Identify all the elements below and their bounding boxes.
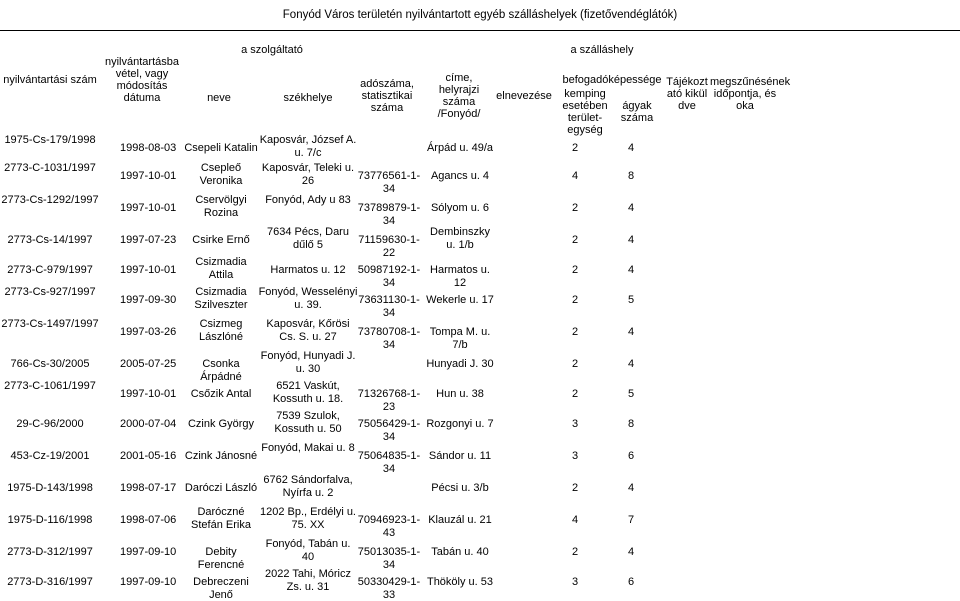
cell-rooms: 2 bbox=[571, 234, 579, 246]
cell-seat: Fonyód, Ady u 83 bbox=[265, 194, 351, 206]
table-row bbox=[0, 194, 960, 227]
cell-reg: 766-Cs-30/2005 bbox=[10, 358, 90, 370]
cell-name: Daróczi László bbox=[184, 482, 258, 494]
cell-date: 1997-03-26 bbox=[120, 326, 177, 338]
cell-addr: Dembinszky u. 1/b bbox=[430, 226, 490, 251]
cell-tax: 71326768-1-23 bbox=[357, 388, 421, 413]
cell-tax: 71159630-1-22 bbox=[358, 234, 420, 259]
cell-reg: 2773-Cs-927/1997 bbox=[4, 286, 96, 298]
cell-name: Csőzik Antal bbox=[190, 388, 252, 400]
cell-reg: 2773-Cs-14/1997 bbox=[7, 234, 93, 246]
cell-beds: 7 bbox=[627, 514, 635, 526]
cell-reg: 2773-C-979/1997 bbox=[7, 264, 93, 276]
header-tax-id: adószáma, statisztikai száma bbox=[360, 78, 414, 114]
cell-tax: 75064835-1-34 bbox=[357, 450, 421, 475]
header-accommodation-group: a szálláshely bbox=[570, 44, 634, 56]
cell-beds: 4 bbox=[627, 202, 635, 214]
header-address: címe, helyrajzi száma /Fonyód/ bbox=[437, 72, 481, 120]
table-row bbox=[0, 256, 960, 289]
cell-rooms: 2 bbox=[571, 264, 579, 276]
cell-seat: 7539 Szulok, Kossuth u. 50 bbox=[274, 410, 342, 435]
cell-beds: 8 bbox=[627, 418, 635, 430]
cell-date: 1997-07-23 bbox=[120, 234, 177, 246]
cell-beds: 4 bbox=[627, 546, 635, 558]
cell-date: 1997-10-01 bbox=[120, 388, 177, 400]
cell-name: Cservölgyi Rozina bbox=[195, 194, 247, 219]
cell-rooms: 2 bbox=[571, 482, 579, 494]
title-divider bbox=[0, 30, 960, 31]
cell-reg: 1975-D-143/1998 bbox=[7, 482, 93, 494]
cell-rooms: 4 bbox=[571, 514, 579, 526]
cell-date: 1997-09-10 bbox=[120, 546, 177, 558]
cell-tax: 50987192-1-34 bbox=[357, 264, 421, 289]
cell-tax: 73789879-1-34 bbox=[357, 202, 421, 227]
cell-beds: 4 bbox=[627, 234, 635, 246]
cell-beds: 6 bbox=[627, 576, 635, 588]
cell-addr: Árpád u. 49/a bbox=[426, 142, 494, 154]
cell-beds: 8 bbox=[627, 170, 635, 182]
header-beds: ágyak száma bbox=[620, 100, 654, 124]
cell-seat: Fonyód, Makai u. 8 bbox=[261, 442, 355, 454]
table-row bbox=[0, 568, 960, 601]
cell-rooms: 3 bbox=[571, 450, 579, 462]
cell-tax: 50330429-1-33 bbox=[357, 576, 421, 601]
cell-addr: Tabán u. 40 bbox=[431, 546, 489, 558]
cell-reg: 1975-Cs-179/1998 bbox=[4, 134, 96, 146]
table-row bbox=[0, 474, 960, 504]
cell-rooms: 2 bbox=[571, 294, 579, 306]
cell-beds: 4 bbox=[627, 142, 635, 154]
cell-seat: 1202 Bp., Erdélyi u. 75. XX bbox=[259, 506, 356, 531]
cell-reg: 2773-D-312/1997 bbox=[7, 546, 93, 558]
cell-seat: 6762 Sándorfalva, Nyírfa u. 2 bbox=[263, 474, 353, 499]
cell-seat: Fonyód, Hunyadi J. u. 30 bbox=[260, 350, 356, 375]
cell-date: 1998-07-06 bbox=[120, 514, 177, 526]
cell-rooms: 2 bbox=[571, 546, 579, 558]
cell-seat: Kaposvár, Kőrösi Cs. S. u. 27 bbox=[266, 318, 350, 343]
cell-seat: 2022 Tahi, Móricz Zs. u. 31 bbox=[264, 568, 351, 593]
header-provider-name: neve bbox=[207, 92, 231, 104]
header-capacity: befogadóképessége bbox=[562, 74, 662, 86]
cell-reg: 1975-D-116/1998 bbox=[7, 514, 93, 526]
cell-name: Csizmadia Szilveszter bbox=[194, 286, 248, 311]
cell-tax: 73631130-1-34 bbox=[358, 294, 420, 319]
cell-addr: Tompa M. u. 7/b bbox=[429, 326, 491, 351]
cell-beds: 4 bbox=[627, 264, 635, 276]
cell-name: Csizmeg Lászlóné bbox=[198, 318, 244, 343]
cell-addr: Agancs u. 4 bbox=[430, 170, 490, 182]
cell-seat: Kaposvár, Teleki u. 26 bbox=[261, 162, 355, 187]
cell-addr: Sólyom u. 6 bbox=[430, 202, 490, 214]
header-reg-no: nyilvántartási szám bbox=[3, 74, 97, 86]
header-camping: kemping esetében terület-egység bbox=[562, 88, 608, 136]
cell-date: 2001-05-16 bbox=[120, 450, 177, 462]
header-provider-group: a szolgáltató bbox=[241, 44, 303, 56]
cell-rooms: 3 bbox=[571, 418, 579, 430]
cell-reg: 2773-C-1061/1997 bbox=[4, 380, 96, 392]
cell-name: Debreczeni Jenő bbox=[193, 576, 249, 601]
table-row bbox=[0, 538, 960, 571]
header-name: elnevezése bbox=[496, 90, 552, 102]
cell-name: Czink Jánosné bbox=[184, 450, 258, 462]
cell-date: 1998-07-17 bbox=[120, 482, 177, 494]
cell-addr: Harmatos u. 12 bbox=[430, 264, 490, 289]
cell-beds: 6 bbox=[627, 450, 635, 462]
cell-name: Debity Ferencné bbox=[197, 546, 245, 571]
cell-name: Csepleő Veronika bbox=[199, 162, 243, 187]
cell-seat: 6521 Vaskút, Kossuth u. 18. bbox=[272, 380, 344, 405]
cell-reg: 2773-Cs-1292/1997 bbox=[1, 194, 99, 206]
cell-seat: Kaposvár, József A. u. 7/c bbox=[259, 134, 357, 159]
cell-name: Daróczné Stefán Erika bbox=[191, 506, 251, 531]
cell-seat: 7634 Pécs, Daru dűlő 5 bbox=[267, 226, 349, 251]
cell-date: 1997-09-30 bbox=[120, 294, 177, 306]
cell-reg: 29-C-96/2000 bbox=[16, 418, 84, 430]
table-row bbox=[0, 286, 960, 319]
cell-date: 1997-10-01 bbox=[120, 264, 177, 276]
cell-seat: Fonyód, Tabán u. 40 bbox=[265, 538, 351, 563]
cell-name: Csizmadia Attila bbox=[195, 256, 247, 281]
table-row bbox=[0, 226, 960, 259]
cell-rooms: 2 bbox=[571, 326, 579, 338]
cell-beds: 4 bbox=[627, 358, 635, 370]
table-row bbox=[0, 506, 960, 539]
cell-rooms: 3 bbox=[571, 576, 579, 588]
cell-addr: Rozgonyi u. 7 bbox=[426, 418, 494, 430]
header-info: Tájékoztató kiküldve bbox=[666, 76, 708, 112]
cell-seat: Harmatos u. 12 bbox=[270, 264, 346, 276]
cell-addr: Pécsi u. 3/b bbox=[431, 482, 489, 494]
cell-name: Csepeli Katalin bbox=[184, 142, 258, 154]
cell-date: 1997-10-01 bbox=[120, 202, 177, 214]
cell-date: 1997-09-10 bbox=[120, 576, 177, 588]
cell-name: Csonka Árpádné bbox=[200, 358, 242, 383]
table-row bbox=[0, 318, 960, 351]
table-row bbox=[0, 380, 960, 413]
cell-name: Csirke Ernő bbox=[192, 234, 250, 246]
cell-rooms: 4 bbox=[571, 170, 579, 182]
cell-date: 1998-08-03 bbox=[120, 142, 177, 154]
cell-date: 1997-10-01 bbox=[120, 170, 177, 182]
cell-beds: 5 bbox=[627, 294, 635, 306]
cell-tax: 70946923-1-43 bbox=[357, 514, 421, 539]
cell-tax: 75013035-1-34 bbox=[357, 546, 421, 571]
cell-addr: Sándor u. 11 bbox=[428, 450, 492, 462]
cell-rooms: 2 bbox=[571, 202, 579, 214]
cell-date: 2005-07-25 bbox=[120, 358, 177, 370]
cell-addr: Wekerle u. 17 bbox=[426, 294, 494, 306]
cell-date: 2000-07-04 bbox=[120, 418, 177, 430]
cell-addr: Hun u. 38 bbox=[436, 388, 484, 400]
cell-beds: 4 bbox=[627, 326, 635, 338]
table-row bbox=[0, 134, 960, 164]
header-termination: megszűnésének időpontja, és oka bbox=[710, 76, 791, 112]
cell-addr: Hunyadi J. 30 bbox=[426, 358, 494, 370]
table-row bbox=[0, 442, 960, 475]
cell-seat: Fonyód, Wesselényi u. 39. bbox=[258, 286, 358, 311]
cell-beds: 5 bbox=[627, 388, 635, 400]
cell-reg: 453-Cz-19/2001 bbox=[10, 450, 90, 462]
table-row bbox=[0, 162, 960, 195]
cell-reg: 2773-D-316/1997 bbox=[7, 576, 93, 588]
cell-beds: 4 bbox=[627, 482, 635, 494]
cell-tax: 73780708-1-34 bbox=[357, 326, 421, 351]
table-row bbox=[0, 410, 960, 443]
header-provider-seat: székhelye bbox=[283, 92, 333, 104]
cell-rooms: 2 bbox=[571, 388, 579, 400]
cell-addr: Thököly u. 53 bbox=[426, 576, 494, 588]
cell-reg: 2773-C-1031/1997 bbox=[4, 162, 96, 174]
cell-name: Czink György bbox=[187, 418, 255, 430]
table-row bbox=[0, 350, 960, 383]
cell-tax: 75056429-1-34 bbox=[357, 418, 421, 443]
cell-reg: 2773-Cs-1497/1997 bbox=[1, 318, 99, 330]
cell-tax: 73776561-1-34 bbox=[357, 170, 421, 195]
cell-rooms: 2 bbox=[571, 358, 579, 370]
cell-rooms: 2 bbox=[571, 142, 579, 154]
header-reg-date: nyilvántartásba vétel, vagy módosítás dátuma bbox=[105, 56, 179, 104]
cell-addr: Klauzál u. 21 bbox=[428, 514, 492, 526]
page-title: Fonyód Város területén nyilvántartott egyéb szálláshelyek (fizetővendéglátók) bbox=[282, 9, 678, 21]
